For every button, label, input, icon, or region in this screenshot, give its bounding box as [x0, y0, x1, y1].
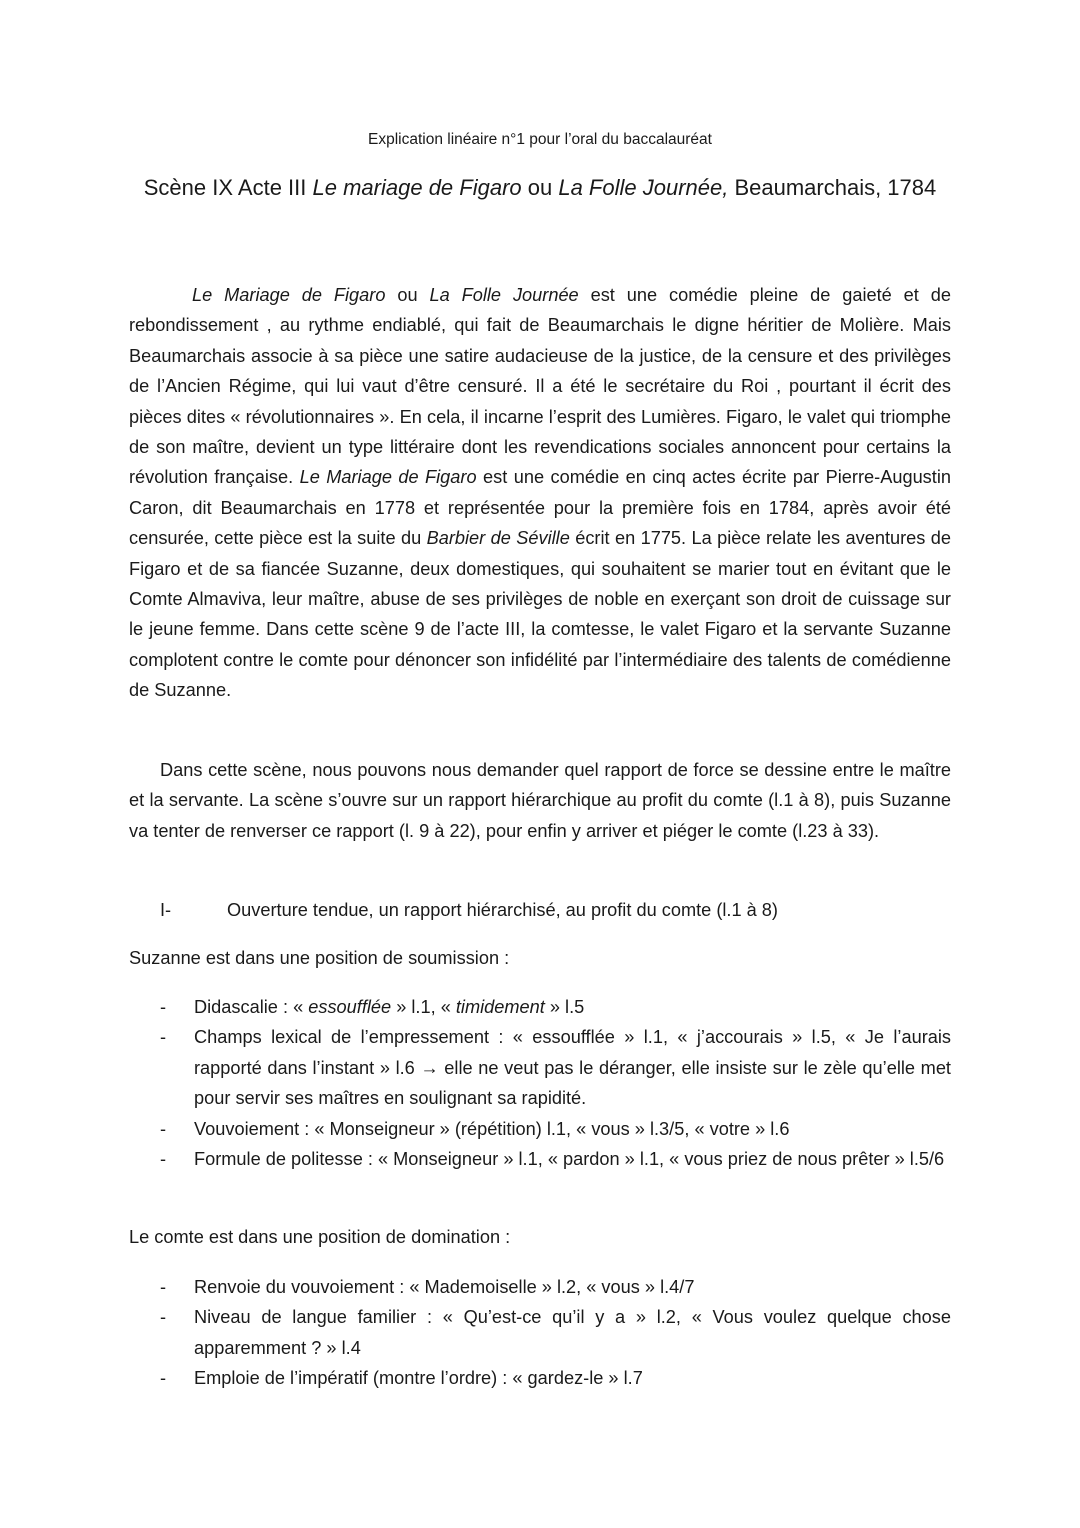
- comte-list: [129, 1272, 951, 1394]
- intro-text: est une comédie en cinq actes écrite par Pierre-Augustin Caron, dit Beaumarchais en 1778 et représentée pour la première fois en 1784, après avoir été censurée, cette pièce est la suite du: [129, 467, 951, 549]
- document-subtitle: Explication linéaire n°1 pour l’oral du baccalauréat: [368, 131, 712, 148]
- intro-work-title-2: La Folle Journée: [429, 285, 579, 305]
- list-text: » l.1, «: [391, 997, 456, 1017]
- intro-paragraph: [129, 280, 951, 706]
- intro-work-title-4: Barbier de Séville: [426, 528, 570, 549]
- part-title: Ouverture tendue, un rapport hiérarchisé, au profit du comte (l.1 à 8): [227, 900, 778, 920]
- list-item: - Emploie de l’impératif (montre l’ordre) : « gardez-le » l.7: [129, 1363, 951, 1393]
- title-work-1: Le mariage de Figaro: [312, 175, 522, 200]
- list-item: - Renvoie du vouvoiement : « Mademoiselle » l.2, « vous » l.4/7: [129, 1272, 951, 1302]
- intro-text: ou: [385, 285, 430, 305]
- list-text: » l.5: [544, 997, 585, 1017]
- title-work-2: La Folle Journée,: [558, 175, 729, 200]
- list-item: - Vouvoiement : « Monseigneur » (répétition) l.1, « vous » l.3/5, « votre » l.6: [129, 1114, 951, 1144]
- part-number: I-: [160, 900, 172, 920]
- title-prefix: Scène IX Acte III: [143, 175, 313, 200]
- list-item: - Formule de politesse : « Monseigneur » l.1, « pardon » l.1, « vous priez de nous prêter » l.5/6: [129, 1144, 951, 1174]
- intro-text: écrit en 1775. La pièce relate les aventures de Figaro et de sa fiancée Suzanne, deux domestiques, qui souhaitent se marier tout en évitant que le Comte Almaviva, leur maître, abuse de ses privilèges de noble en exerçant son droit de cuissage sur le jeune femme. Dans cette scène 9 de l’acte III, la comtesse, le valet Figaro et la servante Suzanne complotent contre le comte pour dénoncer son infidélité par l’intermédiaire des talents de comédienne de Suzanne.: [129, 528, 952, 701]
- title-or: ou: [521, 175, 559, 200]
- document-title: [0, 173, 1080, 203]
- title-suffix: Beaumarchais, 1784: [728, 175, 937, 200]
- list-item: - Niveau de langue familier : « Qu’est-ce qu’il y a » l.2, « Vous voulez quelque chose apparemment ? » l.4: [129, 1302, 951, 1363]
- suzanne-list: [129, 992, 951, 1174]
- intro-text: est une comédie pleine de gaieté et de rebondissement , au rythme endiablé, qui fait de Beaumarchais le digne héritier de Molière. Mais Beaumarchais associe à sa pièce une satire audacieuse de la justice, de la censure et des privilèges de l’Ancien Régime, qui lui vaut d’être censuré. Il a été le secrétaire du Roi , pourtant il écrit des pièces dites « révolutionnaires ». En cela, il incarne l’esprit des Lumières. Figaro, le valet qui triomphe de son maître, devient un type littéraire dont les revendications sociales annoncent pour certains la révolution française.: [129, 285, 951, 488]
- list-text: Didascalie : «: [194, 997, 309, 1017]
- intro-work-title-3: Le Mariage de Figaro: [299, 467, 477, 488]
- list-quote: essoufflée: [308, 997, 392, 1017]
- list-item: - Champs lexical de l’empressement : « essoufflée » l.1, « j’accourais » l.5, « Je l’aurais rapporté dans l’instant » l.6 → elle ne veut pas le déranger, elle insiste sur le zèle qu’elle met pour servir ses maîtres en soulignant sa rapidité.: [129, 1022, 951, 1113]
- suzanne-intro: Suzanne est dans une position de soumission :: [129, 948, 510, 968]
- list-quote: timidement: [455, 997, 545, 1017]
- intro-work-title-1: Le Mariage de Figaro: [192, 285, 386, 305]
- problematique-paragraph: Dans cette scène, nous pouvons nous demander quel rapport de force se dessine entre le maître et la servante. La scène s’ouvre sur un rapport hiérarchique au profit du comte (l.1 à 8), puis Suzanne va tenter de renverser ce rapport (l. 9 à 22), pour enfin y arriver et piéger le comte (l.23 à 33).: [129, 760, 951, 841]
- part-heading: [129, 895, 951, 925]
- comte-intro: Le comte est dans une position de domination :: [129, 1227, 511, 1247]
- list-item: [129, 992, 951, 1022]
